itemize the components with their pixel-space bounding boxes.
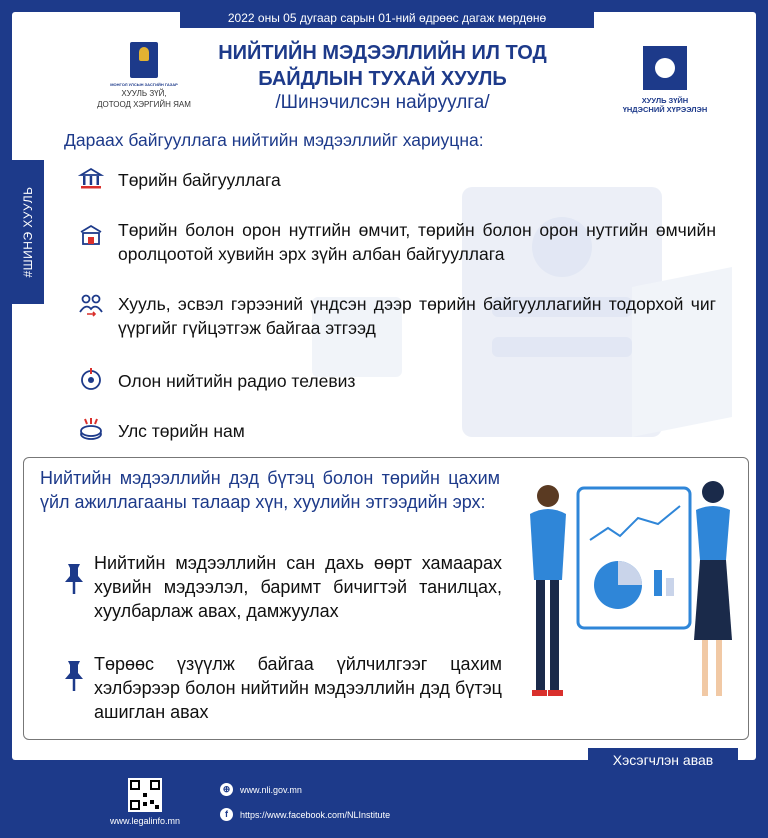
ministry-name-line1: ХУУЛЬ ЗҮЙ, xyxy=(121,89,167,98)
org-item-3: Хууль, эсвэл гэрээний үндсэн дээр төрийн байгууллагийн тодорхой чиг үүргийг гүйцэтгэж байгаа этгээд xyxy=(118,294,716,338)
qr-label[interactable]: www.legalinfo.mn xyxy=(109,816,181,826)
page-title xyxy=(195,40,570,92)
org-item-2: Төрийн болон орон нутгийн өмчит, төрийн болон орон нутгийн өмчийн оролцоотой хувийн эрх зүйн албан байгууллага xyxy=(118,220,716,264)
institution-icon xyxy=(78,222,104,248)
effective-date-banner: 2022 оны 05 дугаар сарын 01-ний өдрөөс дагаж мөрдөнө xyxy=(180,8,594,28)
hashtag-ribbon xyxy=(12,160,44,304)
org-item-1: Төрийн байгууллага xyxy=(118,170,281,190)
institute-logo xyxy=(610,46,720,114)
soyombo-emblem-icon xyxy=(130,42,158,78)
rights-item-2: Төрөөс үзүүлж байгаа үйлчилгээг цахим хэлбэрээр болон нийтийн мэдээллийн дэд бүтэц ашиглан авах xyxy=(94,654,502,722)
qr-code-icon[interactable] xyxy=(128,778,162,812)
yin-yang-logo-icon xyxy=(643,46,687,90)
ministry-name-line2: ДОТООД ХЭРГИЙН ЯАМ xyxy=(97,100,191,110)
institute-name-line1: ХУУЛЬ ЗҮЙН xyxy=(641,96,689,105)
presentation-illustration xyxy=(508,470,742,720)
title-line2: БАЙДЛЫН ТУХАЙ ХУУЛЬ xyxy=(258,68,507,90)
page-subtitle: /Шинэчилсэн найруулга/ xyxy=(275,92,490,113)
pushpin-icon xyxy=(60,657,88,693)
org-item-4: Олон нийтийн радио телевиз xyxy=(118,371,356,391)
hashtag-text: #ШИНЭ ХУУЛЬ xyxy=(21,186,35,278)
facebook-link[interactable]: https://www.facebook.com/NLInstitute xyxy=(240,810,391,820)
org-item-5: Улс төрийн нам xyxy=(118,421,245,441)
rights-title: Нийтийн мэдээллийн дэд бүтэц болон төрийн цахим үйл ажиллагааны талаар хүн, хуулийн этгээдийн эрх: xyxy=(40,468,500,512)
ministry-logo xyxy=(94,42,194,109)
institute-name-line2: ҮНДЭСНИЙ ХҮРЭЭЛЭН xyxy=(622,105,708,114)
intro-heading: Дараах байгууллага нийтийн мэдээллийг хариуцна: xyxy=(64,130,484,150)
pushpin-icon xyxy=(60,560,88,596)
globe-icon: ⊕ xyxy=(220,783,233,796)
building-icon xyxy=(78,166,104,192)
facebook-icon: f xyxy=(220,808,233,821)
party-icon xyxy=(78,416,104,442)
rights-item-1: Нийтийн мэдээллийн сан дахь өөрт хамаарах хувийн мэдээлэл, баримт бичигтэй танилцах, хуулбарлаж авах, дамжуулах xyxy=(94,553,502,621)
ministry-logo-caption: МОНГОЛ УЛСЫН ЗАСГИЙН ГАЗАР xyxy=(110,82,178,87)
people-icon xyxy=(78,292,104,318)
broadcast-icon xyxy=(78,366,104,392)
title-line1: НИЙТИЙН МЭДЭЭЛЛИЙН ИЛ ТОД xyxy=(218,42,547,64)
footer-tag: Хэсэгчлэн авав xyxy=(588,748,738,772)
website-link[interactable]: www.nli.gov.mn xyxy=(240,785,302,795)
